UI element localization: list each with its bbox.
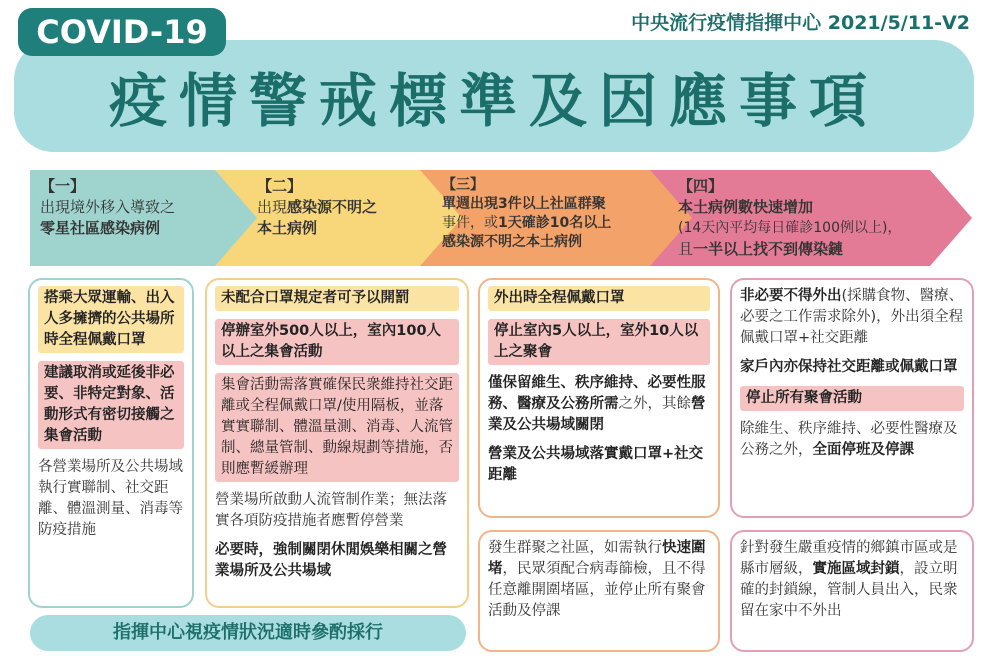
col3-essential: 僅保留維生、秩序維持、必要性服務、醫療及公務所需	[488, 375, 706, 412]
level-1-head: 【一】	[40, 177, 86, 195]
level-4-line3a: 且	[678, 240, 694, 258]
level-4-text	[678, 176, 948, 260]
col3-essential-rest: 之外，其餘	[618, 396, 691, 412]
col4-lockdown-text: 針對發生嚴重疫情的鄉鎮市區或是縣市層級，	[740, 540, 958, 577]
level-1-card	[28, 278, 194, 608]
col4-no-gathering: 停止所有聚會活動	[740, 386, 964, 411]
covid-tag: COVID-19	[18, 8, 226, 56]
page-title: 疫情警戒標準及因應事項	[108, 67, 879, 135]
col4-lockdown-rest: ，設立明確的封鎖線，管制人員出入，民衆留在家中不外出	[740, 561, 958, 619]
level-3-line2a: 事件，或	[442, 215, 498, 231]
col3-cluster-rest: ，民眾須配合病毒篩檢，且不得任意離開圍堵區，並停止所有聚會活動及停課	[488, 561, 706, 619]
level-3-line1: 單週出現3件以上社區群聚	[442, 196, 606, 212]
level-2-line1b: 感染源不明之	[287, 198, 378, 216]
level-3-line3: 感染源不明之本土病例	[442, 234, 582, 250]
col4-stay-home: 非必要不得外出	[740, 288, 842, 304]
col3-containment: 快速圍堵	[488, 540, 706, 577]
alert-levels	[0, 170, 1000, 270]
col4-suspend: 全面停班及停課	[812, 442, 914, 458]
col4-household: 家戶內亦保持社交距離或佩戴口罩	[740, 359, 958, 375]
level-4-card	[730, 278, 974, 518]
level-2-line1a: 出現	[257, 198, 288, 216]
col2-gathering-measures: 集會活動需落實確保民衆維持社交距離或全程佩戴口罩/使用隔板，並落實實聯制、體溫量測、消毒、人流管制、總量管制、動線規劃等措施，否則應暫緩辦理	[215, 373, 459, 482]
level-2-line2: 本土病例	[257, 219, 318, 237]
col3-venue-rule: 營業及公共場域落實戴口罩+社交距離	[488, 446, 704, 483]
col4-suspend-text: 除維生、秩序維持、必要性醫療及公務之外，	[740, 421, 958, 458]
level-4-head: 【四】	[678, 177, 724, 195]
col2-closure: 必要時，強制關閉休閒娛樂相關之營業場所及公共場域	[215, 542, 447, 579]
level-2-card	[205, 278, 469, 608]
col2-crowd-control: 營業場所啟動人流管制作業；無法落實各項防疫措施者應暫停營業	[215, 492, 447, 529]
level-4-line2: (14天內平均每日確診100例以上)，	[678, 220, 902, 236]
level-4-line3b: 一半以上找不到傳染鏈	[693, 240, 844, 258]
col3-cluster-text: 發生群聚之社區，如需執行	[488, 540, 662, 556]
level-4-lockdown-card	[730, 530, 974, 652]
level-3-card	[478, 278, 720, 518]
level-2-text	[257, 176, 437, 239]
level-3-text	[442, 176, 670, 252]
col3-closure: 營業及公共場域關閉	[488, 396, 706, 433]
col3-gathering-limit: 停止室內5人以上，室外10人以上之聚會	[488, 319, 710, 365]
col4-lockdown: 實施區域封鎖	[812, 561, 900, 577]
col1-mask-rule: 搭乘大眾運輸、出入人多擁擠的公共場所時全程佩戴口罩	[38, 286, 184, 353]
level-2-head: 【二】	[257, 177, 303, 195]
col1-venue-rule: 各營業場所及公共場域執行實聯制、社交距離、體溫測量、消毒等防疫措施	[38, 459, 183, 538]
level-3-line2b: 1天確診10名以上	[498, 215, 612, 231]
col3-mask-rule: 外出時全程佩戴口罩	[488, 286, 710, 311]
footer-note: 指揮中心視疫情狀況適時參酌採行	[30, 615, 466, 651]
level-1-text	[40, 176, 240, 239]
level-3-head: 【三】	[442, 177, 484, 193]
col2-gathering-limit: 停辦室外500人以上，室內100人以上之集會活動	[215, 319, 459, 365]
col4-stay-home-rest: (採購食物、醫療、必要之工作需求除外)，外出須全程佩戴口罩+社交距離	[740, 288, 964, 346]
issuer-date: 中央流行疫情指揮中心 2021/5/11-V2	[631, 12, 970, 34]
level-1-line1: 出現境外移入導致之	[40, 198, 176, 216]
title-banner	[14, 40, 974, 152]
col1-gathering-rule: 建議取消或延後非必要、非特定對象、活動形式有密切接觸之集會活動	[38, 361, 184, 449]
level-3-lockdown-card	[478, 530, 720, 652]
level-4-line1: 本土病例數快速增加	[678, 198, 814, 216]
level-1-line2: 零星社區感染病例	[40, 219, 161, 237]
col2-fine-rule: 未配合口罩規定者可予以開罰	[215, 286, 459, 311]
level-4-arrow	[650, 170, 972, 266]
